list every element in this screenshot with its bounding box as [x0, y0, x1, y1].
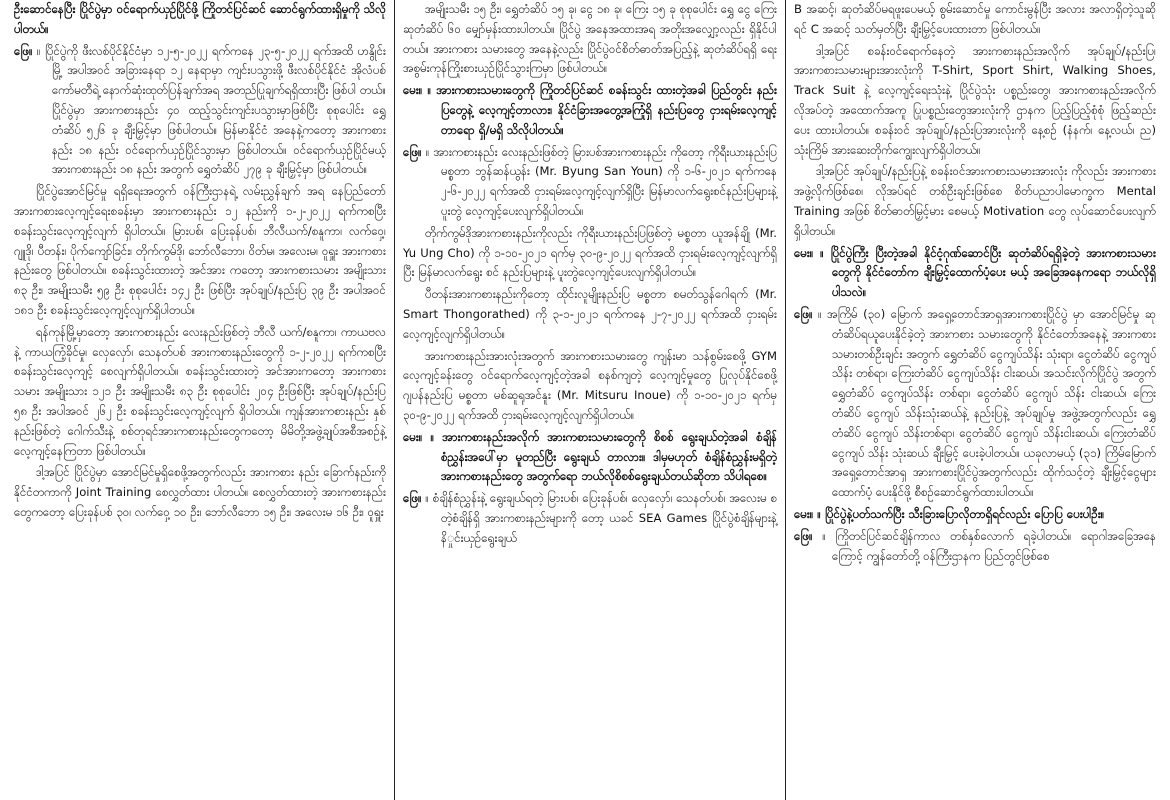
question-label: မေး။	[794, 506, 814, 521]
body-paragraph: အမျိုးသမီး ၁၅ ဦး၊ ရွှေတံဆိပ် ၁၅ ခု၊ ငွေ ၁၈ ခု၊ ကြေး ၁၅ ခု စုစုပေါင်း ရွှေ ငွေ ကြေး ဆုတံဆိပ် ၆၀ မျှော်မှန်းထားပါတယ်။ ပြိုင်ပွဲ အနေအထားအရ အတိုးအလျှော့လည်း ရှိနိုင်ပါတယ်။ အားကစား သမားတွေ အနေနဲ့လည်း ပြိုင်ပွဲဝင်စိတ်ဓာတ်အပြည့်နဲ့ ဆုတံဆိပ်ရရှိ ရေး အစွမ်းကုန်ကြိုးစားယှဉ်ပြိုင်သွားကြမှာ ဖြစ်ပါတယ်။	[403, 2, 777, 76]
body-paragraph: ဒါ့အပြင် ပြိုင်ပွဲမှာ အောင်မြင်မှုရှိစေဖို့အတွက်လည်း အားကစား နည်း ခြောက်နည်းကို နိုင်ငံတကာကို Joint Training စေလွှတ်ထား ပါတယ်။ စေလွှတ်ထားတဲ့ အားကစားနည်းတွေကတော့ ပြေးခုန်ပစ် ၃၀၊ လက်ဝှေ့ ၁၀ ဦး၊ ဘော်လီဘော ၁၅ ဦး၊ အလေးမ ၁၆ ဦး၊ ဝူရှူး	[14, 465, 386, 519]
question-paragraph	[794, 244, 1156, 303]
question-text: ။ အားကစားနည်းအလိုက် အားကစားသမားတွေကို စိစစ် ရွေးချယ်တဲ့အခါ စံချိန်စံညွှန်းအပေါ်မှာ မူတည်ပြီး ရွေးချယ် တာလား။ ဒါမှမဟုတ် စံချိန်စံညွှန်းမရှိတဲ့ အားကစားနည်းတွေ အတွက်ရော ဘယ်လိုစိစစ်ရွေးချယ်တယ်ဆိုတာ သိပါရစေ။	[430, 429, 777, 484]
question-text: ။ ပြိုင်ပွဲကြီး ပြီးတဲ့အခါ နိုင်ငံ့ဂုဏ်ဆောင်ပြီး ဆုတံဆိပ်ရရှိခဲ့တဲ့ အားကစားသမားတွေကို နိုင်ငံတော်က ချီးမြှင့်ထောက်ပံ့ပေး မယ့် အခြေအနေကရော ဘယ်လိုရှိပါသလဲ။	[820, 245, 1156, 300]
question-text: ။ ပြိုင်ပွဲနဲ့ပတ်သက်ပြီး သီးခြားပြောလိုတာရှိရင်လည်း ပြောပြ ပေးပါဦး။	[817, 506, 1105, 521]
body-paragraph: ပီတန်းအားကစားနည်းကိုတော့ ထိုင်းလူမျိုးနည်းပြ မစ္စတာ စမတ်သွန်ဂေါရက် (Mr. Smart Thongorathed) ကို ၃-၁-၂၀၂၁ ရက်ကနေ ၂-၇-၂၀၂၂ ရက်အထိ ငှားရမ်းလေ့ကျင့်လျက်ရှိပါတယ်။	[403, 287, 777, 341]
column-middle	[394, 0, 786, 800]
question-paragraph	[403, 81, 777, 140]
answer-label: ဖြေ။	[14, 43, 33, 58]
answer-text: ။ ပြိုင်ပွဲကို ဖီးလစ်ပိုင်နိုင်ငံမှာ ၁၂-၅-၂၀၂၂ ရက်ကနေ ၂၃-၅-၂၀၂၂ ရက်အထိ ဟနွိုင်းမြို့ အပါအဝင် အခြားနေရာ ၁၂ နေရာမှာ ကျင်းပသွားဖို့ ဖီးလစ်ပိုင်နိုင်ငံ အိုလံပစ်ကော်မတီရဲ့ နောက်ဆုံးထုတ်ပြန်ချက်အရ အတည်ပြုချက်ရရှိထားပြီး ဖြစ်ပါ တယ်။ ပြိုင်ပွဲမှာ အားကစားနည်း ၄၀ ထည့်သွင်းကျင်းပသွားမှာဖြစ်ပြီး စုစုပေါင်း ရွှေတံဆိပ် ၅၂၆ ခု ချီးမြှင့်မှာ ဖြစ်ပါတယ်။ မြန်မာနိုင်ငံ အနေနဲ့ကတော့ အားကစားနည်း ၁၈ နည်း ဝင်ရောက်ယှဉ်ပြိုင်သွားမှာ ဖြစ်ပါတယ်။ ဝင်ရောက်ယှဉ်ပြိုင်မယ့် အားကစားနည်း ၁၈ နည်း အတွက် ရွှေတံဆိပ် ၂၇၉ ခု ချီးမြှင့်မှာ ဖြစ်ပါတယ်။	[37, 43, 387, 177]
question-label: မေး။	[403, 83, 423, 98]
column-right	[786, 0, 1164, 800]
answer-paragraph	[403, 143, 777, 222]
answer-paragraph	[794, 527, 1156, 567]
answer-paragraph	[794, 305, 1156, 503]
body-paragraph: ဒါ့အပြင် စခန်းဝင်ရောက်နေတဲ့ အားကစားနည်းအလိုက် အုပ်ချုပ်/နည်းပြ၊ အားကစားသမားများအားလုံးကို T-Shirt, Sport Shirt, Walking Shoes, Track Suit နဲ့ လေ့ကျင့်ရေးသုံးနဲ့ ပြိုင်ပွဲသုံး ပစ္စည်းတွေ၊ အားကစားနည်းအလိုက် လိုအပ်တဲ့ အထောက်အကူ ပြုပစ္စည်းတွေအားလုံးကို ဌာနက ပြည့်ပြည့်စုံစုံ ဖြည့်ဆည်းပေး ထားပါတယ်။ စခန်းဝင် အုပ်ချုပ်/နည်းပြအားလုံးကို နေ့စဉ် (နံနက်၊ နေ့လယ်၊ ည) သုံးကြိမ် အားဆေးတိုက်ကျွေးလျက်ရှိပါတယ်။	[794, 43, 1156, 157]
column-left	[6, 0, 394, 800]
body-paragraph: ပြိုင်ပွဲအောင်မြင်မှု ရရှိရေးအတွက် ဝန်ကြီးဌာနရဲ့ လမ်းညွှန်ချက် အရ နေပြည်တော် အားကစားလေ့ကျင့်ရေးစခန်းမှာ အားကစားနည်း ၁၂ နည်းကို ၁-၂-၂၀၂၂ ရက်ကစပြီး စခန်းသွင်းလေ့ကျင့်လျက် ရှိပါတယ်။ မြားပစ်၊ ပြေးခုန်ပစ်၊ ဘီလီယက်/စနူကာ၊ လက်ဝှေ့၊ ဂျူဒို၊ ပီတန်း၊ ပိုက်ကျော်ခြင်း၊ တိုက်ကွမ်ဒို၊ ဘော်လီဘော၊ ဝိတ်မ၊ အလေးမ၊ ဝူရှူး အားကစားနည်းတွေ ဖြစ်ပါတယ်။ စခန်းသွင်းထားတဲ့ အင်အား ကတော့ အားကစားသမား အမျိုးသား ၈၃ ဦး၊ အမျိုးသမီး ၅၉ ဦး စုစုပေါင်း ၁၄၂ ဦး ဖြစ်ပြီး အုပ်ချုပ်/နည်းပြ ၃၉ ဦး အပါအဝင် ၁၈၁ ဦး စခန်းသွင်းလေ့ကျင့်လျက်ရှိပါတယ်။	[14, 184, 386, 317]
answer-text: ။ အားကစားနည်း လေးနည်းဖြစ်တဲ့ မြားပစ်အားကစားနည်း ကိုတော့ ကိုရီးယားနည်းပြ မစ္စတာ ဘွန်ဆန်ယွန်း (Mr. Byung San Youn) ကို ၁-၆-၂၀၂၁ ရက်ကနေ ၂-၆-၂၀၂၂ ရက်အထိ ငှားရမ်းလေ့ကျင့်လျက်ရှိပြီး မြန်မာလက်ရွေးစင်နည်းပြများနဲ့ ပူးတွဲ လေ့ကျင့်ပေးလျက်ရှိပါတယ်။	[425, 144, 778, 218]
body-paragraph: အားကစားနည်းအားလုံးအတွက် အားကစားသမားတွေ ကျန်းမာ သန်စွမ်းစေဖို့ GYM လေ့ကျင့်ခန်းတွေ ဝင်ရောက်လေ့ကျင့်တဲ့အခါ စနစ်ကျတဲ့ လေ့ကျင့်မှုတွေ ပြုလုပ်နိုင်စေဖို့ ဂျပန်နည်းပြ မစ္စတာ မစ်ဆူရုအင်နူး (Mr. Mitsuru Inoue) ကို ၁-၁၀-၂၀၂၁ ရက်မှ ၃၀-၉-၂၀၂၂ ရက်အထိ ငှားရမ်းလေ့ကျင့်လျက်ရှိပါတယ်။	[403, 348, 777, 422]
body-paragraph: တိုက်ကွမ်ဒိုအားကစားနည်းကိုလည်း ကိုရီးယားနည်းပြဖြစ်တဲ့ မစ္စတာ ယူအန်ချို (Mr. Yu Ung Cho) ကို ၁-၁၀-၂၀၂၁ ရက်မှ ၃၀-၉-၂၀၂၂ ရက်အထိ ငှားရမ်းလေ့ကျင့်လျက်ရှိပြီး မြန်မာလက်ရွေး စင် နည်းပြများနဲ့ ပူးတွဲလေ့ကျင့်ပေးလျက်ရှိပါတယ်။	[403, 225, 777, 280]
question-label: မေး။	[794, 245, 814, 260]
question-paragraph	[794, 505, 1156, 525]
answer-label: ဖြေ။	[794, 528, 813, 543]
question-label: မေး။	[403, 429, 423, 444]
answer-text: ။ အကြိမ် (၃၀) မြောက် အရှေ့တောင်အာရှအားကစားပြိုင်ပွဲ မှာ အောင်မြင်မှု ဆုတံဆိပ်ရယူပေးနိုင်ခဲ့တဲ့ အားကစား သမားတွေကို နိုင်ငံတော်အနေနဲ့ အားကစားသမားတစ်ဦးချင်း အတွက် ရွှေတံဆိပ် ငွေကျပ်သိန်း သုံးရာ၊ ငွေတံဆိပ် ငွေကျပ် သိန်း တစ်ရာ၊ ကြေးတံဆိပ် ငွေကျပ်သိန်း ငါးဆယ်၊ အသင်းလိုက်ပြိုင်ပွဲ အတွက် ရွှေတံဆိပ် ငွေကျပ်သိန်း တစ်ရာ၊ ငွေတံဆိပ် ငွေကျပ် သိန်း ငါးဆယ်၊ ကြေးတံဆိပ် ငွေကျပ် သိန်းသုံးဆယ်နဲ့ နည်းပြနဲ့ အုပ်ချုပ်မှု အဖွဲ့အတွက်လည်း ရွှေတံဆိပ် ငွေကျပ် သိန်းတစ်ရာ၊ ငွေတံဆိပ် ငွေကျပ် သိန်းငါးဆယ်၊ ကြေးတံဆိပ် ငွေကျပ် သိန်း သုံးဆယ် ချီးမြှင့် ပေးခဲ့ပါတယ်။ ယခုလာမယ့် (၃၁) ကြိမ်မြောက် အရှေ့တောင်အာရှ အားကစားပြိုင်ပွဲအတွက်လည်း ထိုက်သင့်တဲ့ ချီးမြှင့်ငွေများ ထောက်ပံ့ ပေးနိုင်ဖို့ စီစဉ်ဆောင်ရွက်ထားပါတယ်။	[818, 306, 1156, 500]
answer-label: ဖြေ။	[403, 491, 422, 506]
answer-label: ဖြေ။	[794, 306, 813, 321]
question-text: ။ အားကစားသမားတွေကို ကြိုတင်ပြင်ဆင် စခန်းသွင်း ထားတဲ့အခါ ပြည်တွင်း နည်းပြတွေနဲ့ လေ့ကျင့်တာလား၊ နိုင်ငံခြားအတွေ့အကြုံရှိ နည်းပြတွေ ငှားရမ်းလေ့ကျင့်တာရော ရှိ/မရှိ သိလိုပါတယ်။	[427, 83, 777, 137]
question-paragraph	[403, 428, 777, 487]
lead-paragraph: ဦးဆောင်နေပြီး ပြိုင်ပွဲမှာ ဝင်ရောက်ယှဉ်ပြိုင်ဖို့ ကြိုတင်ပြင်ဆင် ဆောင်ရွက်ထားရှိမှုကို သိလိုပါတယ်။	[14, 2, 386, 36]
answer-paragraph	[14, 42, 386, 181]
answer-label: ဖြေ။	[403, 144, 422, 159]
answer-paragraph	[403, 489, 777, 548]
lead-paragraph: B အဆင့်၊ ဆုတံဆိပ်မရဖူးပေမယ့် စွမ်းဆောင်မှု ကောင်းမွန်ပြီး အလား အလာရှိတဲ့သူဆိုရင် C အဆင့် သတ်မှတ်ပြီး ချီးမြှင့်ပေးထားတာ ဖြစ်ပါတယ်။	[794, 2, 1156, 36]
body-paragraph: ရန်ကုန်မြို့မှာတော့ အားကစားနည်း လေးနည်းဖြစ်တဲ့ ဘီလီ ယက်/စနူကာ၊ ကာယဗလနဲ့ ကာယကြံ့ခိုင်မှု၊ လှေလှော်၊ သေနတ်ပစ် အားကစားနည်းတွေကို ၁-၂-၂၀၂၂ ရက်ကစပြီး စခန်းသွင်းလေ့ကျင့် စေလျက်ရှိပါတယ်။ စခန်းသွင်းထားတဲ့ အင်အားကတော့ အားကစား သမား အမျိုးသား ၁၂၁ ဦး အမျိုးသမီး ၈၃ ဦး စုစုပေါင်း ၂၀၄ ဦးဖြစ်ပြီး အုပ်ချုပ်/နည်းပြ ၅၈ ဦး အပါအဝင် ၂၆၂ ဦး စခန်းသွင်းလေ့ကျင့်လျက် ရှိပါတယ်။ ကျန်အားကစားနည်း နှစ်နည်းဖြစ်တဲ့ ဂေါက်သီးနဲ့ စစ်တုရင်အားကစားနည်းတွေကတော့ မိမိတို့အဖွဲ့ချုပ်အစီအစဉ်နဲ့ လေ့ကျင့်နေကြတာ ဖြစ်ပါတယ်။	[14, 324, 386, 458]
answer-text: ။ ကြိုတင်ပြင်ဆင်ချိန်ကာလ တစ်နှစ်လောက် ရခဲ့ပါတယ်။ ရောဂါအခြေအနေကြောင့် ကျွန်တော်တို့ ဝန်ကြီးဌာနက ပြည်တွင်ဖြစ်စေ	[822, 528, 1157, 563]
body-paragraph: ဒါ့အပြင် အုပ်ချုပ်/နည်းပြနဲ့ စခန်းဝင်အားကစားသမားအားလုံး ကိုလည်း အားကစား အဖွဲ့လိုက်ဖြစ်စေ၊ လိုအပ်ရင် တစ်ဦးချင်းဖြစ်စေ စိတ်ပညာပါမောက္ခက Mental Training အဖြစ် စိတ်ဓာတ်မြှင့်မား စေမယ့် Motivation တွေ လုပ်ဆောင်ပေးလျက်ရှိပါတယ်။	[794, 164, 1156, 238]
answer-text: ။ စံချိန်စံညွှန်းနဲ့ ရွေးချယ်ရတဲ့ မြားပစ်၊ ပြေးခုန်ပစ်၊ လှေလှော်၊ သေနတ်ပစ်၊ အလေးမ စတဲ့စံချိန်ရှိ အားကစားနည်းများကို တော့ ယခင် SEA Games ပြိုင်ပွဲစံချိန်များနဲ့ နိှုင်းယှဉ်ရွေးချယ်	[425, 491, 777, 545]
